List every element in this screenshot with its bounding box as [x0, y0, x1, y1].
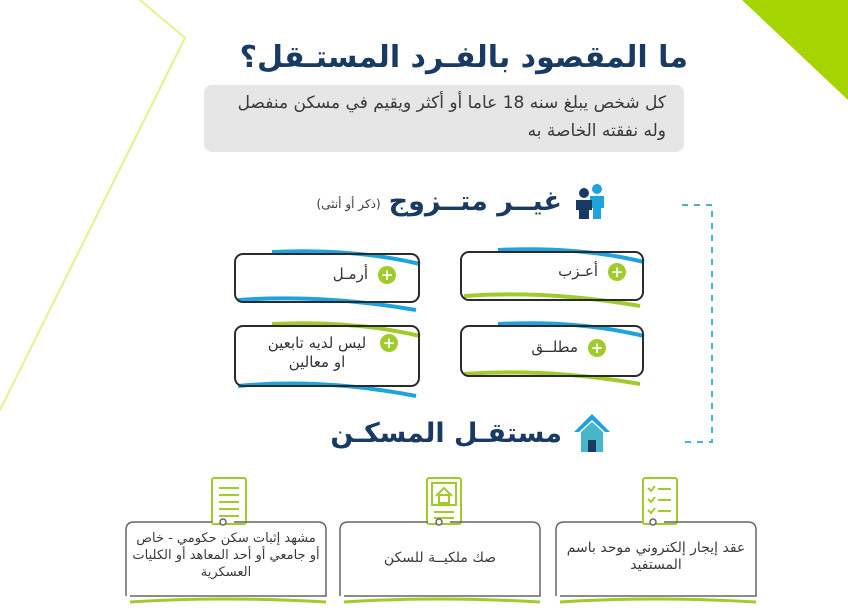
status-label-widowed: أرمـل: [332, 265, 368, 283]
status-card-single: [458, 246, 648, 308]
definition-box: [204, 85, 684, 152]
plus-icon: +: [380, 334, 398, 352]
people-icon: [570, 183, 610, 219]
house-icon: [572, 412, 612, 454]
document-label-unified-lease: عقد إيجار إلكتروني موحد باسم المستفيد: [566, 540, 746, 573]
plus-icon: +: [378, 266, 396, 284]
status-label-no-dependents: ليس لديه تابعين او معالين: [267, 334, 367, 371]
status-label-single: أعـزب: [558, 262, 598, 280]
document-card-unified-lease: [552, 516, 760, 604]
diagonal-line: [0, 0, 185, 410]
housing-title: مستقـل المسكـن: [330, 417, 562, 449]
plus-icon: +: [588, 339, 606, 357]
housing-section-heading: [330, 412, 612, 454]
document-label-housing-proof: مشهد إثبات سكن حكومي - خاص أو جامعي أو أحد المعاهد أو الكليات العسكرية: [132, 531, 320, 580]
status-card-no-dependents: [232, 320, 424, 398]
unmarried-section-heading: [317, 183, 610, 219]
status-label-divorced: مطلــق: [531, 338, 578, 356]
corner-accent: [742, 0, 848, 100]
dashed-connector: [682, 205, 712, 442]
status-card-widowed: [232, 248, 424, 312]
page-title: ما المقصود بالفـرد المستـقل؟: [239, 40, 688, 75]
document-card-property-deed: [336, 516, 544, 604]
plus-icon: +: [608, 263, 626, 281]
document-label-property-deed: صك ملكيــة للسكن: [383, 550, 497, 566]
status-card-divorced: [458, 320, 648, 386]
definition-text: كل شخص يبلغ سنه 18 عاما أو أكثر ويقيم في مسكن منفصل وله نفقته الخاصة به: [237, 93, 666, 141]
unmarried-note: (ذكر أو أنثى): [316, 197, 381, 211]
unmarried-title: غيــر متــزوج: [388, 185, 562, 217]
document-card-housing-proof: [122, 516, 330, 604]
